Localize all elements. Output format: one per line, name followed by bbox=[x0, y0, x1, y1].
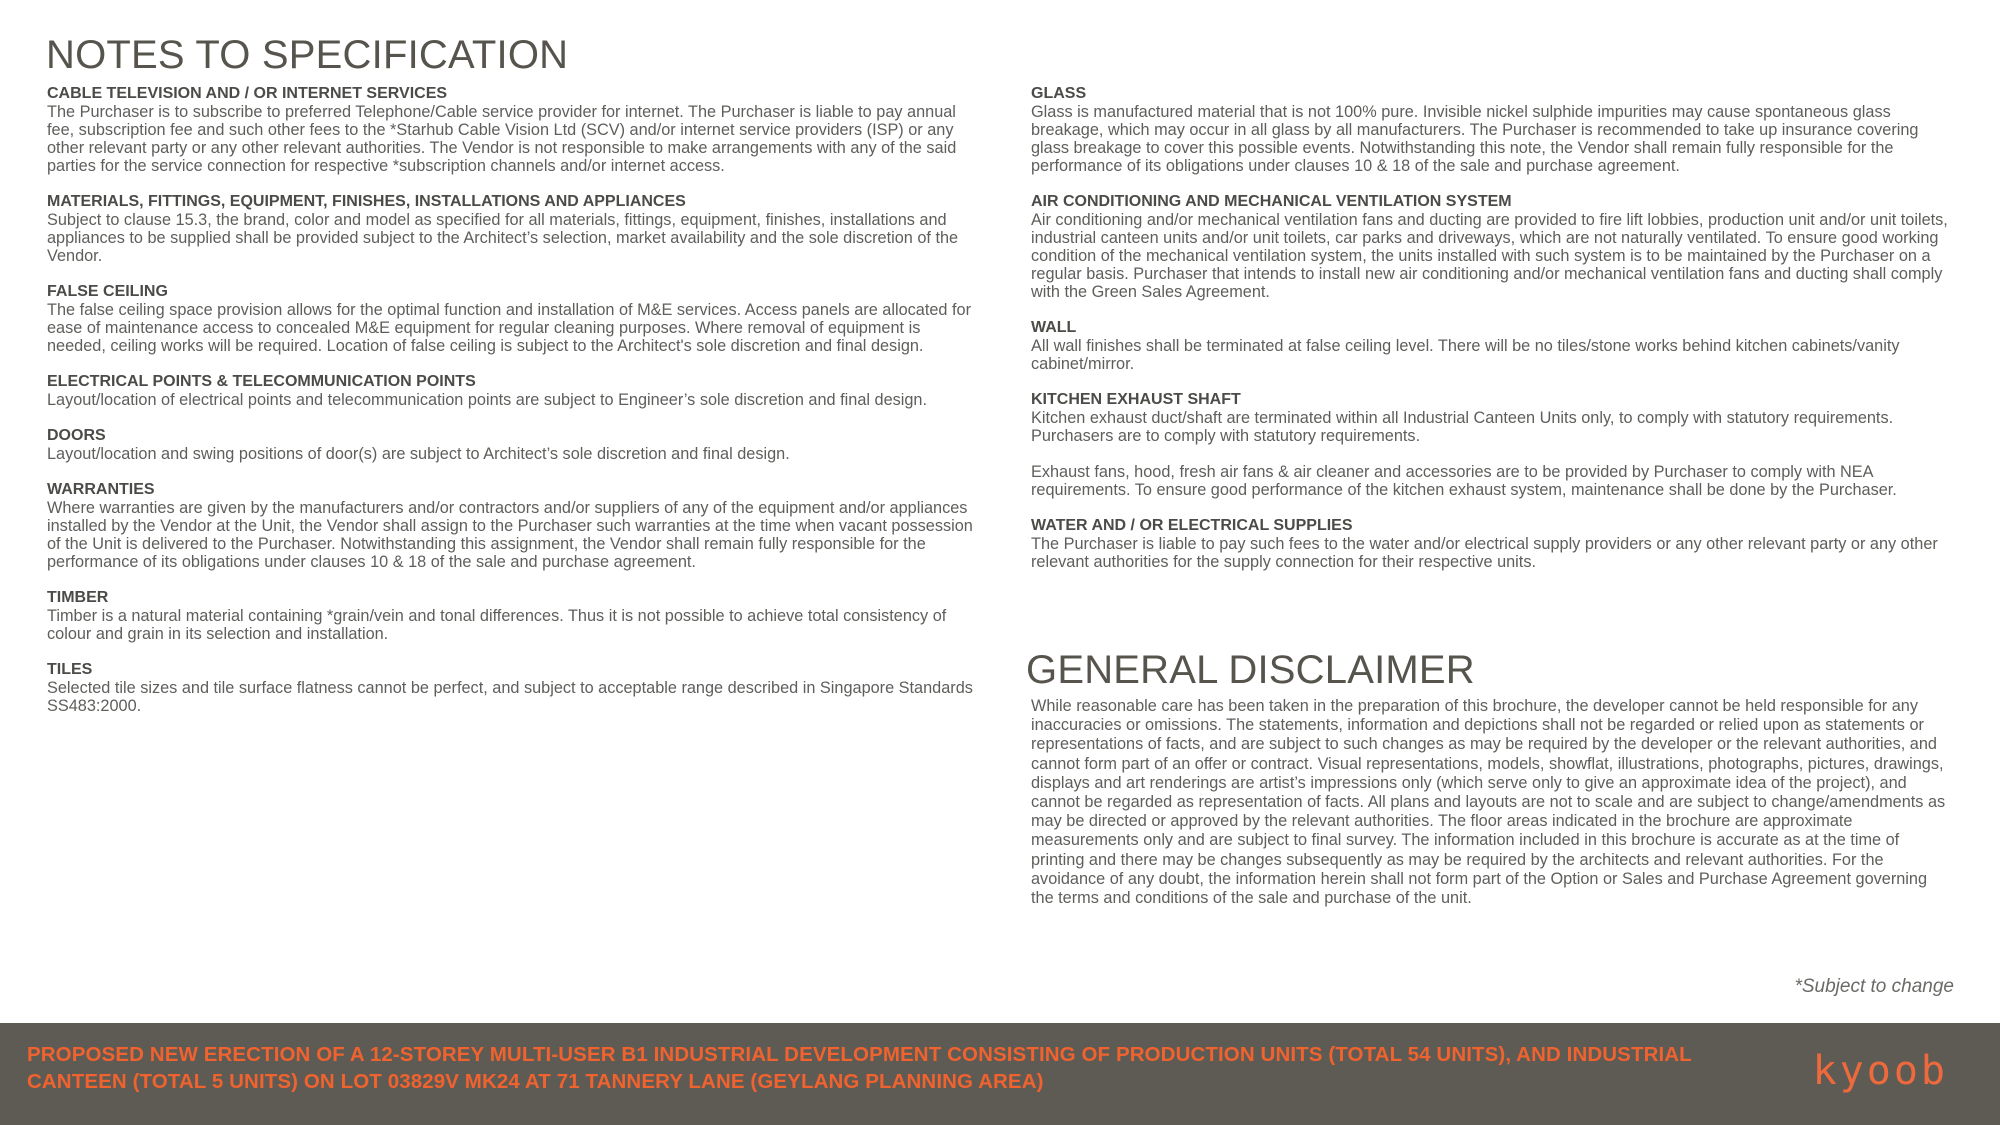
section-heading: MATERIALS, FITTINGS, EQUIPMENT, FINISHES, INSTALLATIONS AND APPLIANCES bbox=[47, 193, 686, 210]
section-heading: WATER AND / OR ELECTRICAL SUPPLIES bbox=[1031, 517, 1353, 534]
section-body: Where warranties are given by the manufacturers and/or contractors and/or suppliers of any of the equipment and/or appliances installed by the Vendor at the Unit, the Vendor shall assign to the Purchaser such warranties at the time when vacant possession of the Unit is delivered to the Purchaser. Notwithstanding this assignment, the Vendor shall remain fully responsible for the performance of its obligations under clauses 10 & 18 of the sale and purchase agreement. bbox=[47, 499, 973, 571]
section-heading: WARRANTIES bbox=[47, 481, 155, 498]
spec-section-water-electrical bbox=[1031, 517, 1956, 571]
section-body: Layout/location and swing positions of door(s) are subject to Architect’s sole discretion and final design. bbox=[47, 445, 790, 463]
section-body: Air conditioning and/or mechanical ventilation fans and ducting are provided to fire lift lobbies, production unit and/or unit toilets, industrial canteen units and/or unit toilets, car parks and driveways, which are not naturally ventilated. To ensure good working condition of the mechanical ventilation system, the units installed with such system is to be maintained by the Purchaser on a regular basis. Purchaser that intends to install new air conditioning and/or mechanical ventilation fans and ducting shall comply with the Green Sales Agreement. bbox=[1031, 211, 1948, 301]
subject-to-change-note: *Subject to change bbox=[1794, 976, 1954, 997]
kyoob-logo: kyoob bbox=[1812, 1048, 1948, 1094]
spec-column-right bbox=[1031, 85, 1956, 589]
section-body: The Purchaser is liable to pay such fees to the water and/or electrical supply providers or any other relevant party or any other relevant authorities for the supply connection for their respective units. bbox=[1031, 535, 1938, 571]
spec-section-cable-tv bbox=[47, 85, 977, 175]
section-heading: CABLE TELEVISION AND / OR INTERNET SERVICES bbox=[47, 85, 448, 102]
section-heading: KITCHEN EXHAUST SHAFT bbox=[1031, 391, 1241, 408]
section-heading: DOORS bbox=[47, 427, 106, 444]
section-body: The false ceiling space provision allows for the optimal function and installation of M&E services. Access panels are allocated for ease of maintenance access to concealed M&E equipment for regular cleaning purposes. Where removal of equipment is needed, ceiling works will be required. Location of false ceiling is subject to the Architect's sole discretion and final design. bbox=[47, 301, 971, 355]
section-body: All wall finishes shall be terminated at false ceiling level. There will be no tiles/stone works behind kitchen cabinets/vanity cabinet/mirror. bbox=[1031, 337, 1900, 373]
spec-section-materials bbox=[47, 193, 977, 265]
section-heading: AIR CONDITIONING AND MECHANICAL VENTILATION SYSTEM bbox=[1031, 193, 1512, 210]
section-body: Kitchen exhaust duct/shaft are terminated within all Industrial Canteen Units only, to comply with statutory requirements. Purchasers are to comply with statutory requirements. bbox=[1031, 409, 1894, 445]
project-description: PROPOSED NEW ERECTION OF A 12-STOREY MULTI-USER B1 INDUSTRIAL DEVELOPMENT CONSISTING OF PRODUCTION UNITS (TOTAL 54 UNITS), AND INDUSTRIAL CANTEEN (TOTAL 5 UNITS) ON LOT 03829V MK24 AT 71 TANNERY LANE (GEYLANG PLANNING AREA) bbox=[27, 1043, 1692, 1093]
spec-section-air-conditioning bbox=[1031, 193, 1956, 301]
spec-section-wall bbox=[1031, 319, 1956, 373]
section-body: Layout/location of electrical points and telecommunication points are subject to Engineer’s sole discretion and final design. bbox=[47, 391, 928, 409]
section-heading: WALL bbox=[1031, 319, 1077, 336]
section-body: The Purchaser is to subscribe to preferred Telephone/Cable service provider for internet. The Purchaser is liable to pay annual fee, subscription fee and such other fees to the *Starhub Cable Vision Ltd (SCV) and/or internet service providers (ISP) or any other relevant party or any other relevant authorities. The Vendor is not responsible to make arrangements with any of the said parties for the service connection for respective *subscription channels and/or internet access. bbox=[47, 103, 957, 175]
section-body: Timber is a natural material containing *grain/vein and tonal differences. Thus it is not possible to achieve total consistency of colour and grain in its selection and installation. bbox=[47, 607, 947, 643]
spec-section-glass bbox=[1031, 85, 1956, 175]
spec-section-doors bbox=[47, 427, 977, 463]
disclaimer-text: While reasonable care has been taken in the preparation of this brochure, the developer cannot be held responsible for any inaccuracies or omissions. The statements, information and depictions shall not be regarded or relied upon as statements or representations of facts, and are subject to such changes as may be required by the developer or the relevant authorities, and cannot form part of an offer or contract. Visual representations, models, showflat, illustrations, photographs, pictures, drawings, displays and art renderings are artist’s impressions only (which serve only to give an approximate idea of the project), and cannot be regarded as representation of facts. All plans and layouts are not to scale and are subject to change/amendments as may be directed or approved by the relevant authorities. The floor areas indicated in the brochure are approximate measurements only and are subject to final survey. The information included in this brochure is accurate as at the time of printing and there may be changes subsequently as may be required by the architects and relevant authorities. For the avoidance of any doubt, the information herein shall not form part of the Option or Sales and Purchase Agreement governing the terms and conditions of the sale and purchase of the unit. bbox=[1031, 697, 1946, 908]
section-heading: GLASS bbox=[1031, 85, 1087, 102]
spec-column-left bbox=[47, 85, 977, 733]
spec-section-timber bbox=[47, 589, 977, 643]
disclaimer-title: GENERAL DISCLAIMER bbox=[1026, 648, 1475, 692]
section-body: Subject to clause 15.3, the brand, color and model as specified for all materials, fittings, equipment, finishes, installations and appliances to be supplied shall be provided subject to the Architect’s selection, market availability and the sole discretion of the Vendor. bbox=[47, 211, 959, 265]
spec-section-false-ceiling bbox=[47, 283, 977, 355]
section-body: Glass is manufactured material that is not 100% pure. Invisible nickel sulphide impurities may cause spontaneous glass breakage, which may occur in all glass by all manufacturers. The Purchaser is recommended to take up insurance covering glass breakage to cover this possible events. Notwithstanding this note, the Vendor shall remain fully responsible for the performance of its obligations under clauses 10 & 18 of the sale and purchase agreement. bbox=[1031, 103, 1919, 175]
section-body-extra: Exhaust fans, hood, fresh air fans & air cleaner and accessories are to be provided by Purchaser to comply with NEA requirements. To ensure good performance of the kitchen exhaust system, maintenance shall be done by the Purchaser. bbox=[1031, 463, 1897, 499]
section-body: Selected tile sizes and tile surface flatness cannot be perfect, and subject to acceptable range described in Singapore Standards SS483:2000. bbox=[47, 679, 973, 715]
section-heading: TILES bbox=[47, 661, 93, 678]
footer-bar bbox=[0, 1023, 2000, 1125]
spec-section-tiles bbox=[47, 661, 977, 715]
section-heading: TIMBER bbox=[47, 589, 109, 606]
section-heading: FALSE CEILING bbox=[47, 283, 168, 300]
spec-section-warranties bbox=[47, 481, 977, 571]
section-heading: ELECTRICAL POINTS & TELECOMMUNICATION POINTS bbox=[47, 373, 476, 390]
spec-section-kitchen-exhaust bbox=[1031, 391, 1956, 499]
page-title: NOTES TO SPECIFICATION bbox=[46, 33, 569, 77]
spec-section-electrical bbox=[47, 373, 977, 409]
